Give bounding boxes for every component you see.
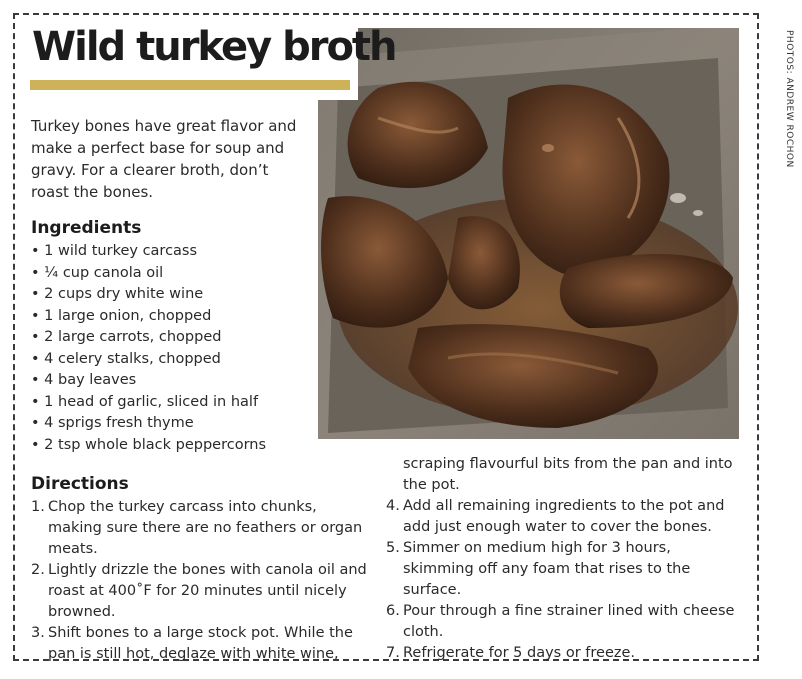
step-text: Simmer on medium high for 3 hours, skimming off any foam that rises to the surface. — [403, 540, 691, 598]
ingredient-item: • 2 tsp whole black peppercorns — [31, 435, 266, 457]
title-block — [18, 20, 396, 100]
direction-step — [386, 538, 746, 601]
intro-text: Turkey bones have great flavor and make a perfect base for soup and gravy. For a clearer broth, don’t roast the bones. — [31, 117, 297, 201]
step-number: 3. — [31, 625, 45, 641]
step-number: 2. — [31, 562, 45, 578]
ingredient-item: • 2 large carrots, chopped — [31, 327, 266, 349]
ingredient-item: • 4 sprigs fresh thyme — [31, 413, 266, 435]
directions-heading: Directions — [31, 474, 129, 494]
step-text: Shift bones to a large stock pot. While the pan is still hot, deglaze with white wine, — [48, 625, 353, 662]
ingredient-item: • 1 large onion, chopped — [31, 306, 266, 328]
ingredient-item: • 4 celery stalks, chopped — [31, 349, 266, 371]
step-number: 6. — [386, 603, 400, 619]
page-title: Wild turkey broth — [32, 24, 396, 70]
direction-step — [386, 496, 746, 538]
step-text: Refrigerate for 5 days or freeze. — [403, 645, 636, 661]
ingredient-item: • 1 head of garlic, sliced in half — [31, 392, 266, 414]
direction-step — [386, 643, 746, 664]
step-text: Chop the turkey carcass into chunks, making sure there are no feathers or organ meats. — [48, 499, 363, 557]
direction-step — [31, 497, 371, 560]
step-number: 5. — [386, 540, 400, 556]
ingredients-list — [31, 241, 266, 456]
photo-credit: PHOTOS: ANDREW ROCHON — [784, 30, 794, 168]
step-text: Pour through a fine strainer lined with cheese cloth. — [403, 603, 735, 640]
ingredient-item: • 4 bay leaves — [31, 370, 266, 392]
direction-step — [31, 623, 371, 665]
title-accent-bar — [30, 80, 350, 90]
step-number: 1. — [31, 499, 45, 515]
step-text: Lightly drizzle the bones with canola oil and roast at 400˚F for 20 minutes until nicely browned. — [48, 562, 367, 620]
step-text: scraping flavourful bits from the pan and into the pot. — [403, 456, 733, 493]
direction-step — [31, 560, 371, 623]
turkey-bones-photo — [318, 28, 739, 439]
step-text: Add all remaining ingredients to the pot and add just enough water to cover the bones. — [403, 498, 725, 535]
step-number: 7. — [386, 645, 400, 661]
ingredients-heading: Ingredients — [31, 218, 142, 238]
ingredient-item: • ¼ cup canola oil — [31, 263, 266, 285]
direction-step-continued — [386, 454, 746, 496]
direction-step — [386, 601, 746, 643]
ingredient-item: • 2 cups dry white wine — [31, 284, 266, 306]
ingredient-item: • 1 wild turkey carcass — [31, 241, 266, 263]
step-number: 4. — [386, 498, 400, 514]
directions-list-left — [31, 497, 371, 665]
directions-list-right — [386, 454, 746, 664]
